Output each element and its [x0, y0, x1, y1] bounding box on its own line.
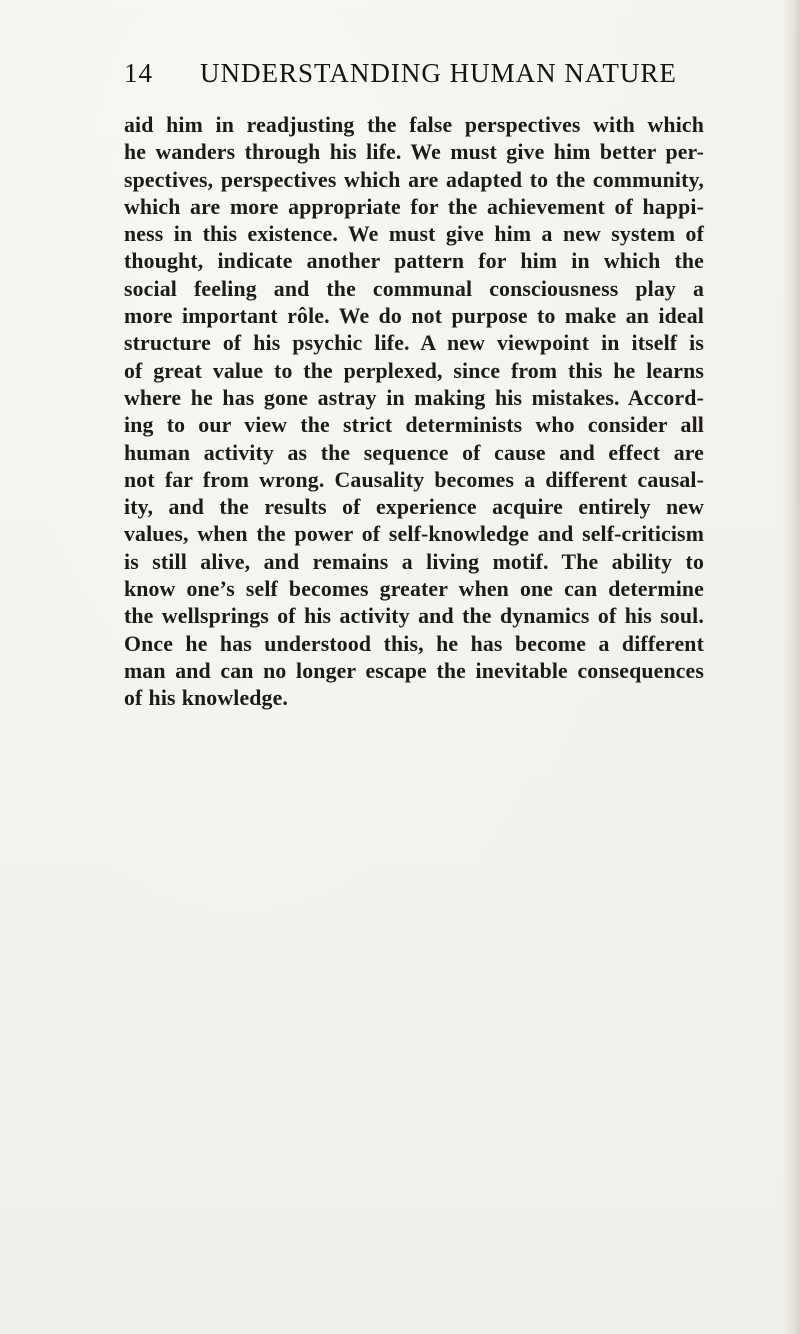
text-line: Once he has understood this, he has become a different: [124, 631, 704, 656]
text-line: more important rôle. We do not purpose to make an ideal: [124, 304, 704, 329]
text-line: of great value to the perplexed, since from this he learns: [124, 358, 704, 383]
text-line: which are more appropriate for the achievement of happi-: [124, 194, 704, 219]
text-line: where he has gone astray in making his mistakes. Accord-: [124, 385, 704, 410]
text-line: spectives, perspectives which are adapted to the community,: [124, 167, 704, 192]
text-line: social feeling and the communal consciousness play a: [124, 276, 704, 301]
text-line: thought, indicate another pattern for him in which the: [124, 249, 704, 274]
text-line: ity, and the results of experience acquire entirely new: [124, 495, 704, 520]
text-line: human activity as the sequence of cause and effect are: [124, 440, 704, 465]
running-head: [124, 58, 704, 94]
text-line: structure of his psychic life. A new viewpoint in itself is: [124, 331, 704, 356]
text-line: know one’s self becomes greater when one can determine: [124, 577, 704, 602]
text-line: aid him in readjusting the false perspectives with which: [124, 113, 704, 137]
page-number: 14: [124, 58, 153, 88]
text-line: is still alive, and remains a living motif. The ability to: [124, 549, 704, 574]
text-line: not far from wrong. Causality becomes a different causal-: [124, 467, 704, 492]
book-title: UNDERSTANDING HUMAN NATURE: [200, 58, 677, 88]
text-line: ness in this existence. We must give him a new system of: [124, 222, 704, 247]
text-line: the wellsprings of his activity and the dynamics of his soul.: [124, 604, 704, 629]
text-line: he wanders through his life. We must give him better per-: [124, 140, 704, 165]
text-line: values, when the power of self-knowledge and self-criticism: [124, 522, 704, 547]
body-text: [124, 112, 704, 713]
text-line: ing to our view the strict determinists who consider all: [124, 413, 704, 438]
text-line: man and can no longer escape the inevitable consequences: [124, 658, 704, 683]
page-edge-shadow: [782, 0, 800, 1334]
text-line-last: of his knowledge.: [124, 686, 289, 711]
